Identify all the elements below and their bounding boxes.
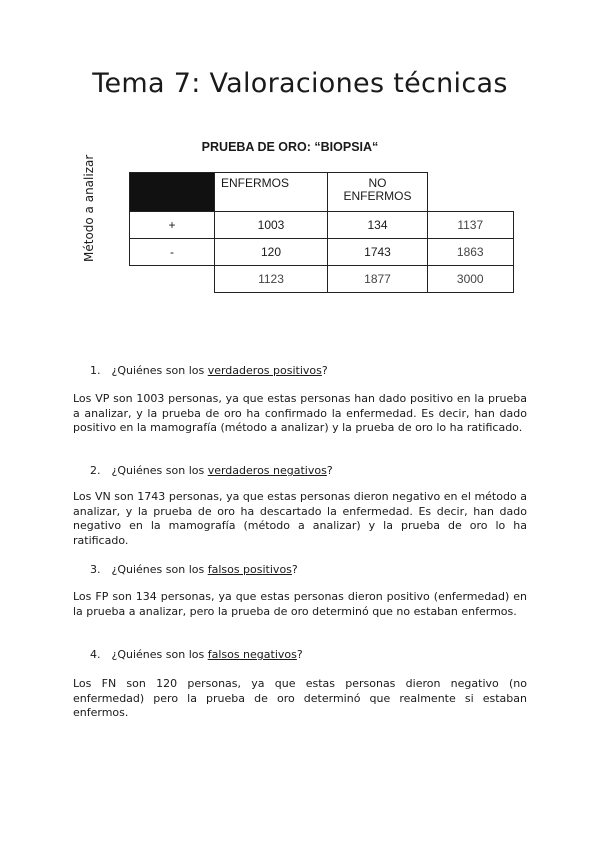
question-prefix: ¿Quiénes son los [111, 464, 208, 477]
row-label-positive: + [130, 212, 215, 239]
cell-col-total: 1123 [215, 266, 328, 293]
question-number: 3. [90, 563, 101, 576]
question-suffix: ? [291, 563, 298, 576]
cell-grand-total: 3000 [428, 266, 514, 293]
answer-3: Los FP son 134 personas, ya que estas personas dieron positivo (enfermedad) en la prueba a analizar, pero la prueba de oro determinó que no estaban enfermos. [73, 590, 527, 618]
question-number: 2. [90, 464, 101, 477]
table-totals-row [130, 266, 514, 293]
header-empty-cell [428, 173, 514, 212]
question-2 [90, 464, 333, 477]
table-row [130, 239, 514, 266]
answer-2: Los VN son 1743 personas, ya que estas personas dieron negativo en el método a analizar, y la prueba de oro ha descartado la enfermedad. Es decir, han dado negativo en la mamografía (método a analizar) y la prueba de oro lo ha ratificado. [73, 490, 527, 547]
table-header-row [130, 173, 514, 212]
cell-vn: 1743 [328, 239, 428, 266]
question-prefix: ¿Quiénes son los [111, 648, 208, 661]
row-label-negative: - [130, 239, 215, 266]
cell-row-total: 1863 [428, 239, 514, 266]
question-suffix: ? [321, 364, 328, 377]
answer-4: Los FN son 120 personas, ya que estas personas dieron negativo (no enfermedad) pero la prueba de oro determinó que realmente si estaban enfermos. [73, 677, 527, 719]
question-1 [90, 364, 328, 377]
question-4 [90, 648, 303, 661]
header-no-enfermos: NO ENFERMOS [328, 173, 428, 212]
question-suffix: ? [326, 464, 333, 477]
cell-fn: 120 [215, 239, 328, 266]
question-term: verdaderos positivos [207, 364, 322, 377]
cell-row-total: 1137 [428, 212, 514, 239]
cell-fp: 134 [328, 212, 428, 239]
question-number: 4. [90, 648, 101, 661]
question-suffix: ? [296, 648, 303, 661]
header-enfermos: ENFERMOS [215, 173, 328, 212]
cell-vp: 1003 [215, 212, 328, 239]
table-row [130, 212, 514, 239]
question-term: falsos positivos [207, 563, 292, 576]
answer-1: Los VP son 1003 personas, ya que estas personas han dado positivo en la prueba a analizar, y la prueba de oro ha confirmado la enfermedad. Es decir, han dado positivo en la mamografía (método a analizar) y la prueba de oro lo ha ratificado. [73, 392, 527, 434]
question-prefix: ¿Quiénes son los [111, 364, 208, 377]
question-prefix: ¿Quiénes son los [111, 563, 208, 576]
side-axis-label: Método a analizar [82, 154, 96, 262]
question-3 [90, 563, 298, 576]
cell-col-total: 1877 [328, 266, 428, 293]
question-term: verdaderos negativos [207, 464, 327, 477]
table-caption: PRUEBA DE ORO: “BIOPSIA“ [201, 140, 379, 154]
question-number: 1. [90, 364, 101, 377]
contingency-table [129, 172, 514, 293]
totals-empty-cell [130, 266, 215, 293]
question-term: falsos negativos [207, 648, 297, 661]
page-title: Tema 7: Valoraciones técnicas [92, 68, 508, 99]
header-blank-cell [130, 173, 215, 212]
